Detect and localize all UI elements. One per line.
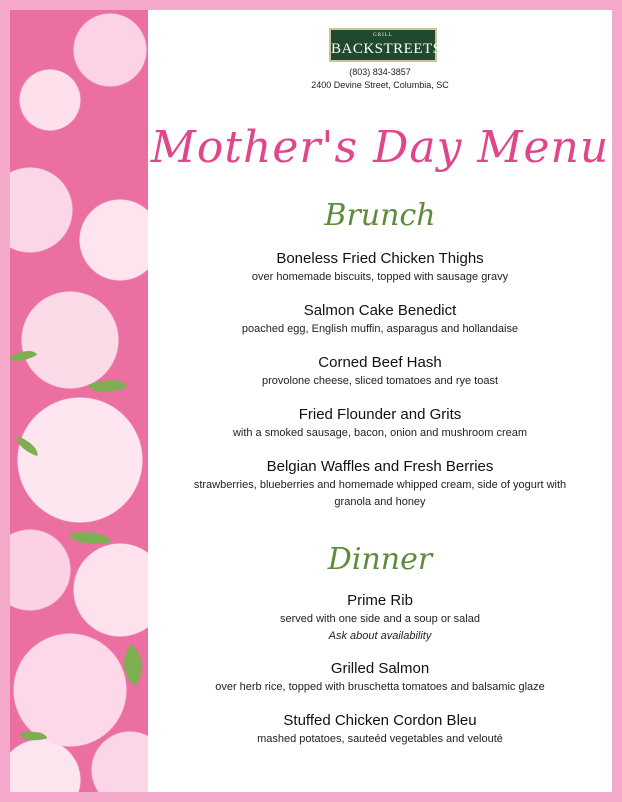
item-description: mashed potatoes, sauteéd vegetables and velouté <box>257 733 503 745</box>
phone-number: (803) 834-3857 <box>349 67 411 77</box>
logo-name: BACKSTREETS <box>331 41 442 57</box>
brunch-heading: Brunch <box>324 198 436 233</box>
menu-item <box>168 659 592 696</box>
item-description: strawberries, blueberries and homemade whipped cream, side of yogurt with granola and honey <box>193 479 567 508</box>
item-note: Ask about availability <box>328 630 432 642</box>
menu-item <box>168 301 592 338</box>
address: 2400 Devine Street, Columbia, SC <box>311 80 449 90</box>
item-name: Fried Flounder and Grits <box>298 406 462 423</box>
item-description: served with one side and a soup or salad <box>280 613 480 625</box>
menu-item <box>188 457 572 511</box>
item-name: Prime Rib <box>347 592 413 609</box>
item-name: Stuffed Chicken Cordon Bleu <box>283 712 477 729</box>
menu-item <box>168 405 592 442</box>
item-name: Corned Beef Hash <box>318 354 442 371</box>
menu-item <box>168 591 592 645</box>
leaf-decoration <box>13 436 42 456</box>
logo-subtitle: GRILL <box>373 33 393 38</box>
item-name: Belgian Waffles and Fresh Berries <box>266 458 494 475</box>
menu-page <box>148 10 612 792</box>
menu-item <box>168 711 592 748</box>
leaf-decoration <box>19 727 47 745</box>
item-name: Salmon Cake Benedict <box>303 302 457 319</box>
leaf-decoration <box>69 527 111 550</box>
menu-item <box>168 249 592 286</box>
item-name: Grilled Salmon <box>330 660 430 677</box>
menu-item <box>168 353 592 390</box>
item-description: poached egg, English muffin, asparagus and hollandaise <box>241 323 519 335</box>
dinner-heading: Dinner <box>327 542 433 577</box>
item-description: over herb rice, topped with bruschetta tomatoes and balsamic glaze <box>215 681 545 693</box>
item-description: provolone cheese, sliced tomatoes and rye toast <box>261 375 499 387</box>
floral-panel <box>10 10 148 792</box>
leaf-decoration <box>88 372 127 399</box>
leaf-decoration <box>112 644 148 686</box>
item-name: Boneless Fried Chicken Thighs <box>276 250 484 267</box>
leaf-decoration <box>10 344 37 367</box>
menu-title: Mother's Day Menu <box>150 122 610 173</box>
item-description: with a smoked sausage, bacon, onion and mushroom cream <box>232 427 528 439</box>
restaurant-logo <box>329 28 442 62</box>
item-description: over homemade biscuits, topped with sausage gravy <box>251 271 509 283</box>
